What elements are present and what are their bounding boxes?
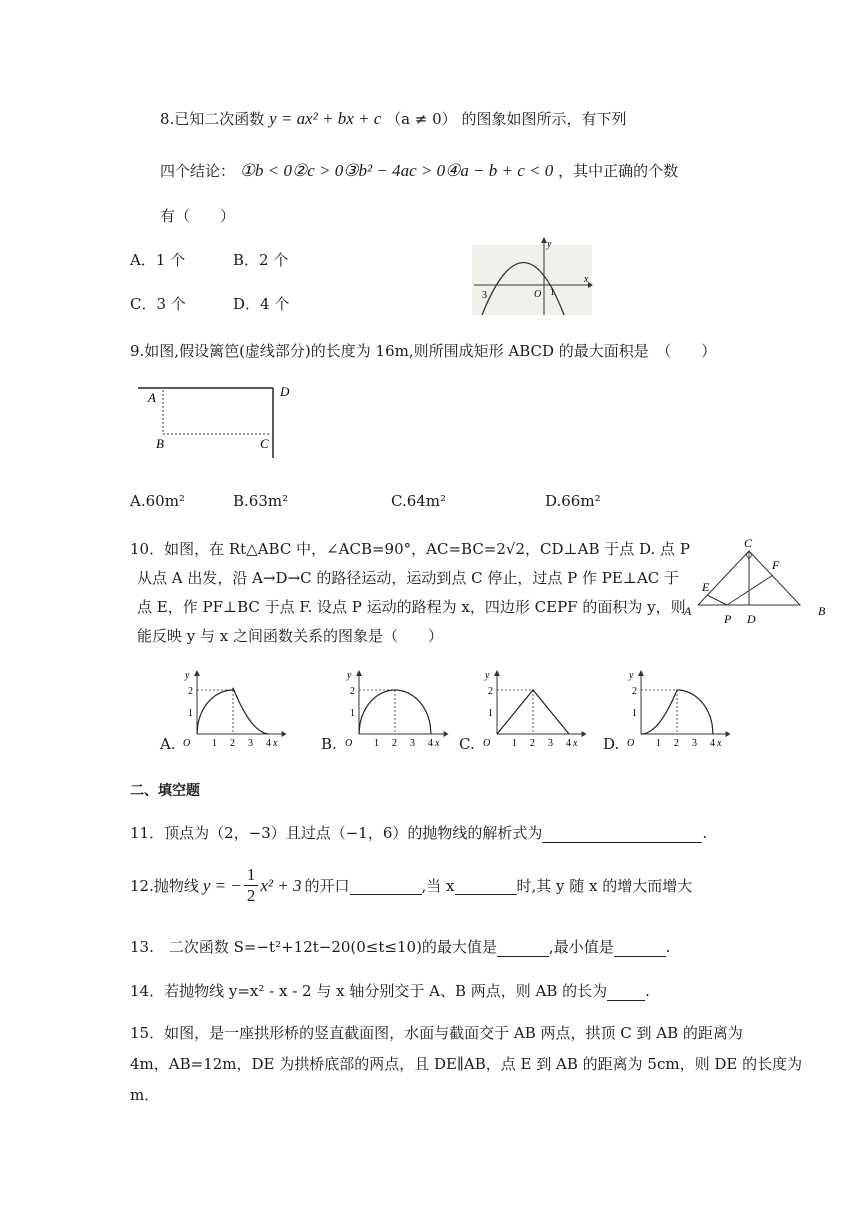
x-tick-1: 1 bbox=[212, 738, 217, 748]
y-tick-1: 1 bbox=[488, 708, 493, 719]
q8-prefix: 8.已知二次函数 bbox=[160, 110, 265, 128]
q8-tick-neg: 3 bbox=[482, 290, 487, 301]
q8-option-c[interactable]: C．3 个 bbox=[130, 295, 186, 313]
x-axis-arrow bbox=[444, 731, 449, 737]
x-label: x bbox=[273, 738, 278, 748]
section-title: 二、填空题 bbox=[130, 783, 200, 799]
q14-line bbox=[130, 980, 650, 1001]
origin-label: O bbox=[345, 738, 353, 748]
x-tick-1: 1 bbox=[656, 738, 661, 748]
q8-option-a[interactable]: A．1 个 bbox=[130, 251, 186, 269]
q10-label-f: F bbox=[772, 558, 780, 572]
y-tick-2: 2 bbox=[632, 686, 637, 697]
q8-condition: （a ≠ 0） bbox=[386, 110, 457, 128]
origin-label: O bbox=[627, 738, 635, 748]
q9-label-d: D bbox=[280, 384, 290, 399]
q8-option-d[interactable]: D．4 个 bbox=[233, 295, 290, 313]
q10-graph-a[interactable] bbox=[175, 668, 295, 748]
x-axis-arrow bbox=[726, 731, 731, 737]
q8-line2-suffix: ，其中正确的个数 bbox=[558, 162, 679, 180]
y-axis-arrow bbox=[638, 670, 644, 676]
q11-text: 11．顶点为（2，−3）且过点（−1，6）的抛物线的解析式为 bbox=[130, 824, 543, 842]
q9-label-a: A bbox=[148, 390, 156, 405]
q8-tick-pos: 1 bbox=[550, 287, 555, 297]
x-label: x bbox=[573, 738, 578, 748]
origin-label: O bbox=[483, 738, 491, 748]
q10-graph-c[interactable] bbox=[475, 668, 595, 748]
q8-line1 bbox=[160, 108, 626, 129]
q12-blank-1[interactable] bbox=[350, 876, 422, 895]
q12-line bbox=[130, 865, 692, 906]
q13-line bbox=[130, 936, 670, 957]
q10-option-c-letter[interactable]: C. bbox=[459, 735, 475, 753]
q10-triangle-figure bbox=[680, 535, 830, 627]
y-label: y bbox=[485, 670, 490, 681]
x-tick-4: 4 bbox=[428, 738, 433, 748]
q8-origin: O bbox=[534, 289, 542, 300]
q10-option-b-letter[interactable]: B. bbox=[321, 735, 337, 753]
y-label: y bbox=[629, 670, 634, 681]
q8-conclusions: ①b < 0②c > 0③b² − 4ac > 0④a − b + c < 0 bbox=[239, 161, 554, 180]
q9-label-b: B bbox=[156, 436, 164, 451]
origin-label: O bbox=[183, 738, 191, 748]
q10-label-c: C bbox=[744, 536, 753, 550]
q10-line1: 10．如图，在 Rt△ABC 中，∠ACB=90°，AC=BC=2√2，CD⊥AB 于点 D. 点 P bbox=[130, 540, 690, 558]
x-tick-3: 3 bbox=[248, 738, 253, 748]
y-tick-1: 1 bbox=[188, 708, 193, 719]
x-tick-2: 2 bbox=[674, 738, 679, 748]
q15-line3: m． bbox=[130, 1086, 160, 1104]
y-tick-2: 2 bbox=[350, 686, 355, 697]
q10-label-b: B bbox=[818, 604, 826, 618]
x-tick-2: 2 bbox=[392, 738, 397, 748]
q12-blank-2[interactable] bbox=[455, 876, 517, 895]
q12-formula-rest: x² + 3 bbox=[260, 875, 302, 895]
x-label: x bbox=[717, 738, 722, 748]
y-axis-arrow bbox=[194, 670, 200, 676]
x-axis-arrow bbox=[582, 731, 587, 737]
y-axis-arrow bbox=[494, 670, 500, 676]
q10-graph-d[interactable] bbox=[619, 668, 739, 748]
q9-text: 9.如图,假设篱笆(虚线部分)的长度为 16m,则所围成矩形 ABCD 的最大面积是 （ ） bbox=[130, 342, 717, 360]
q8-formula: y = ax² + bx + c bbox=[269, 109, 382, 128]
q13-blank-min[interactable] bbox=[614, 938, 666, 957]
q12-frac-den: 2 bbox=[246, 886, 256, 905]
q8-line2 bbox=[160, 160, 678, 181]
q13-text: 13. 二次函数 S=−t²+12t−20(0≤t≤10)的最大值是 bbox=[130, 938, 497, 956]
q8-x-label: x bbox=[584, 274, 589, 285]
q8-line3: 有（ ） bbox=[160, 207, 236, 225]
q9-rectangle-figure bbox=[130, 380, 300, 460]
q10-option-a-letter[interactable]: A. bbox=[160, 735, 176, 753]
x-label: x bbox=[435, 738, 440, 748]
y-label: y bbox=[347, 670, 352, 681]
q12-frac-num: 1 bbox=[244, 865, 259, 886]
q12-formula-y: y = − bbox=[202, 875, 242, 895]
q11-end: . bbox=[702, 824, 708, 842]
q8-y-label: y bbox=[547, 239, 552, 250]
q12-fraction bbox=[244, 865, 259, 906]
q8-parabola-graph bbox=[472, 235, 594, 317]
x-tick-2: 2 bbox=[530, 738, 535, 748]
q9-option-b[interactable]: B.63m² bbox=[233, 492, 289, 510]
q13-mid: ,最小值是 bbox=[548, 938, 614, 956]
q12-suffix: 时,其 y 随 x 的增大而增大 bbox=[516, 877, 693, 895]
q13-blank-max[interactable] bbox=[497, 938, 549, 957]
q10-line2: 从点 A 出发，沿 A→D→C 的路径运动，运动到点 C 停止，过点 P 作 PE⊥AC 于 bbox=[137, 569, 680, 587]
y-tick-1: 1 bbox=[350, 708, 355, 719]
q14-end: . bbox=[645, 982, 650, 1000]
q13-end: . bbox=[665, 938, 671, 956]
y-tick-2: 2 bbox=[188, 686, 193, 697]
x-axis-arrow bbox=[282, 731, 287, 737]
q8-option-b[interactable]: B．2 个 bbox=[233, 251, 289, 269]
q10-option-d-letter[interactable]: D. bbox=[603, 735, 620, 753]
x-tick-1: 1 bbox=[512, 738, 517, 748]
x-tick-1: 1 bbox=[374, 738, 379, 748]
y-label: y bbox=[185, 670, 190, 681]
y-tick-2: 2 bbox=[488, 686, 493, 697]
x-tick-4: 4 bbox=[566, 738, 571, 748]
q10-label-a: A bbox=[684, 604, 692, 618]
q9-option-c[interactable]: C.64m² bbox=[391, 492, 447, 510]
q12-prefix: 12.抛物线 bbox=[130, 877, 199, 895]
x-tick-2: 2 bbox=[230, 738, 235, 748]
x-tick-3: 3 bbox=[692, 738, 697, 748]
q12-mid2: ,当 x bbox=[421, 877, 455, 895]
q8-suffix: 的图象如图所示，有下列 bbox=[461, 110, 627, 128]
q15-line2: 4m，AB=12m，DE 为拱桥底部的两点，且 DE∥AB，点 E 到 AB 的距离为 5cm，则 DE 的长度为 bbox=[130, 1055, 803, 1073]
q12-mid: 的开口 bbox=[304, 877, 350, 895]
q10-label-p: P bbox=[724, 612, 732, 626]
y-tick-1: 1 bbox=[632, 708, 637, 719]
q10-line3: 点 E，作 PF⊥BC 于点 F. 设点 P 运动的路程为 x，四边形 CEPF 的面积为 y，则 bbox=[137, 598, 686, 616]
y-axis-arrow bbox=[356, 670, 362, 676]
x-tick-3: 3 bbox=[410, 738, 415, 748]
x-tick-4: 4 bbox=[266, 738, 271, 748]
q14-text: 14．若抛物线 y=x² - x - 2 与 x 轴分别交于 A、B 两点，则 AB 的长为 bbox=[130, 982, 608, 1000]
x-tick-3: 3 bbox=[548, 738, 553, 748]
q15-line1: 15．如图，是一座拱形桥的竖直截面图，水面与截面交于 AB 两点，拱顶 C 到 AB 的距离为 bbox=[130, 1024, 743, 1042]
q14-blank[interactable] bbox=[607, 982, 645, 1001]
q11-answer-blank[interactable] bbox=[542, 824, 702, 843]
q10-graph-b[interactable] bbox=[337, 668, 457, 748]
q9-option-a[interactable]: A.60m² bbox=[130, 492, 185, 510]
q9-option-d[interactable]: D.66m² bbox=[545, 492, 601, 510]
q9-label-c: C bbox=[260, 436, 269, 451]
q10-line4: 能反映 y 与 x 之间函数关系的图象是（ ） bbox=[137, 627, 444, 645]
q11-line bbox=[130, 822, 707, 843]
x-tick-4: 4 bbox=[710, 738, 715, 748]
q10-label-d: D bbox=[747, 612, 756, 626]
q8-line2-prefix: 四个结论： bbox=[160, 162, 236, 180]
q10-label-e: E bbox=[702, 580, 710, 594]
